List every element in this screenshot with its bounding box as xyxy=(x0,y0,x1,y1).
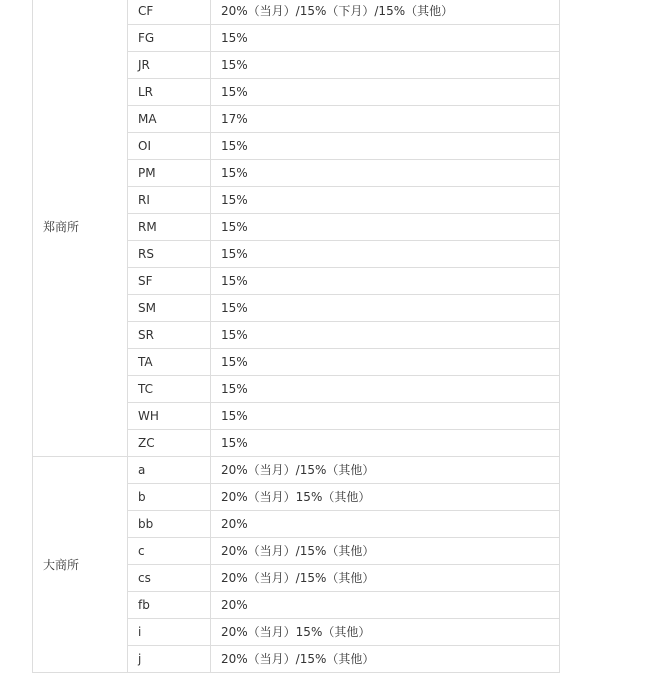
margin-ratio-cell: 15% xyxy=(211,79,560,106)
margin-ratio-cell: 20%（当月）/15%（其他） xyxy=(211,565,560,592)
margin-ratio-table xyxy=(32,0,560,673)
exchange-cell xyxy=(33,457,128,673)
margin-ratio-cell: 20%（当月）/15%（其他） xyxy=(211,457,560,484)
margin-ratio-cell: 15% xyxy=(211,214,560,241)
table-row xyxy=(33,0,560,25)
contract-code-cell: OI xyxy=(128,133,211,160)
margin-ratio-cell: 20%（当月）15%（其他） xyxy=(211,484,560,511)
margin-ratio-cell: 15% xyxy=(211,295,560,322)
contract-code-cell: WH xyxy=(128,403,211,430)
contract-code-cell: bb xyxy=(128,511,211,538)
contract-code-cell: TC xyxy=(128,376,211,403)
margin-ratio-cell: 15% xyxy=(211,430,560,457)
margin-ratio-cell: 15% xyxy=(211,268,560,295)
table-row xyxy=(33,457,560,484)
margin-ratio-cell: 20%（当月）15%（其他） xyxy=(211,619,560,646)
contract-code-cell: j xyxy=(128,646,211,673)
margin-ratio-cell: 15% xyxy=(211,241,560,268)
contract-code-cell: i xyxy=(128,619,211,646)
contract-code-cell: c xyxy=(128,538,211,565)
margin-ratio-cell: 15% xyxy=(211,133,560,160)
contract-code-cell: cs xyxy=(128,565,211,592)
contract-code-cell: a xyxy=(128,457,211,484)
table-body xyxy=(33,0,560,673)
exchange-cell xyxy=(33,0,128,457)
contract-code-cell: LR xyxy=(128,79,211,106)
contract-code-cell: RS xyxy=(128,241,211,268)
margin-ratio-cell: 15% xyxy=(211,349,560,376)
margin-ratio-cell: 15% xyxy=(211,187,560,214)
margin-ratio-cell: 15% xyxy=(211,52,560,79)
margin-ratio-cell: 20% xyxy=(211,511,560,538)
margin-ratio-cell: 20%（当月）/15%（其他） xyxy=(211,538,560,565)
contract-code-cell: MA xyxy=(128,106,211,133)
contract-code-cell: FG xyxy=(128,25,211,52)
contract-code-cell: ZC xyxy=(128,430,211,457)
margin-ratio-cell: 15% xyxy=(211,322,560,349)
contract-code-cell: SM xyxy=(128,295,211,322)
contract-code-cell: b xyxy=(128,484,211,511)
margin-ratio-cell: 20% xyxy=(211,592,560,619)
contract-code-cell: JR xyxy=(128,52,211,79)
margin-ratio-cell: 15% xyxy=(211,376,560,403)
contract-code-cell: CF xyxy=(128,0,211,25)
margin-ratio-cell: 17% xyxy=(211,106,560,133)
margin-ratio-cell: 15% xyxy=(211,160,560,187)
margin-ratio-cell: 20%（当月）/15%（其他） xyxy=(211,646,560,673)
exchange-label: 大商所 xyxy=(43,557,80,572)
contract-code-cell: RI xyxy=(128,187,211,214)
contract-code-cell: SR xyxy=(128,322,211,349)
contract-code-cell: TA xyxy=(128,349,211,376)
contract-code-cell: fb xyxy=(128,592,211,619)
margin-ratio-cell: 15% xyxy=(211,403,560,430)
contract-code-cell: SF xyxy=(128,268,211,295)
margin-ratio-cell: 20%（当月）/15%（下月）/15%（其他） xyxy=(211,0,560,25)
margin-ratio-cell: 15% xyxy=(211,25,560,52)
exchange-label: 郑商所 xyxy=(43,220,80,234)
contract-code-cell: PM xyxy=(128,160,211,187)
contract-code-cell: RM xyxy=(128,214,211,241)
